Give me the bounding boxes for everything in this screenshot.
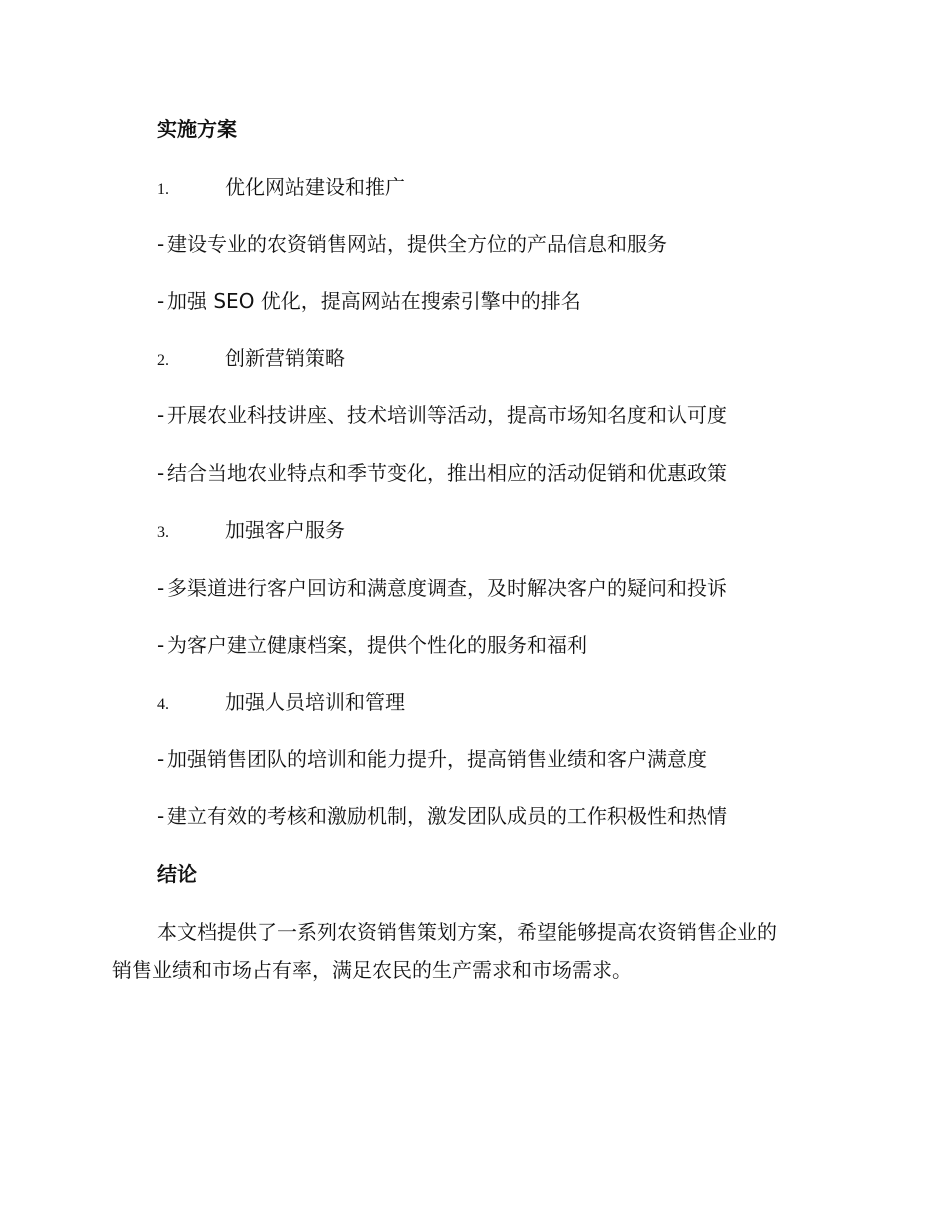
bullet-line bbox=[157, 230, 667, 258]
item-title: 创新营销策略 bbox=[225, 346, 345, 370]
plan-item-1 bbox=[157, 173, 405, 204]
plan-item-3 bbox=[157, 516, 345, 547]
conclusion-line-1: 本文档提供了一系列农资销售策划方案，希望能够提高农资销售企业的 bbox=[157, 920, 777, 944]
item-number: 1. bbox=[157, 181, 169, 198]
plan-item-4 bbox=[157, 688, 405, 719]
bullet-line bbox=[157, 802, 727, 830]
item-number: 3. bbox=[157, 524, 169, 541]
bullet-line bbox=[157, 459, 727, 487]
bullet-text: 开展农业科技讲座、技术培训等活动，提高市场知名度和认可度 bbox=[167, 403, 727, 427]
bullet-text: 为客户建立健康档案，提供个性化的服务和福利 bbox=[167, 633, 587, 657]
plan-item-2 bbox=[157, 344, 345, 375]
item-number: 2. bbox=[157, 352, 169, 369]
section-heading-plan: 实施方案 bbox=[157, 117, 237, 141]
bullet-line bbox=[157, 574, 727, 602]
conclusion-paragraph bbox=[112, 913, 842, 989]
bullet-line bbox=[157, 631, 587, 659]
bullet-text: 结合当地农业特点和季节变化，推出相应的活动促销和优惠政策 bbox=[167, 461, 727, 485]
bullet-marker: - bbox=[157, 232, 165, 256]
bullet-text: 多渠道进行客户回访和满意度调查，及时解决客户的疑问和投诉 bbox=[167, 576, 727, 600]
bullet-line bbox=[157, 287, 581, 315]
item-number: 4. bbox=[157, 696, 169, 713]
bullet-marker: - bbox=[157, 461, 165, 485]
bullet-marker: - bbox=[157, 633, 165, 657]
bullet-marker: - bbox=[157, 804, 165, 828]
item-title: 加强人员培训和管理 bbox=[225, 690, 405, 714]
bullet-marker: - bbox=[157, 289, 165, 313]
bullet-text: 加强 SEO 优化，提高网站在搜索引擎中的排名 bbox=[167, 289, 581, 313]
bullet-text: 建立有效的考核和激励机制，激发团队成员的工作积极性和热情 bbox=[167, 804, 727, 828]
section-heading-conclusion: 结论 bbox=[157, 862, 197, 886]
bullet-line bbox=[157, 401, 727, 429]
bullet-marker: - bbox=[157, 747, 165, 771]
bullet-line bbox=[157, 745, 707, 773]
item-title: 优化网站建设和推广 bbox=[225, 175, 405, 199]
conclusion-line-2: 销售业绩和市场占有率，满足农民的生产需求和市场需求。 bbox=[112, 958, 632, 982]
bullet-marker: - bbox=[157, 576, 165, 600]
item-title: 加强客户服务 bbox=[225, 518, 345, 542]
bullet-marker: - bbox=[157, 403, 165, 427]
bullet-text: 建设专业的农资销售网站，提供全方位的产品信息和服务 bbox=[167, 232, 667, 256]
bullet-text: 加强销售团队的培训和能力提升，提高销售业绩和客户满意度 bbox=[167, 747, 707, 771]
